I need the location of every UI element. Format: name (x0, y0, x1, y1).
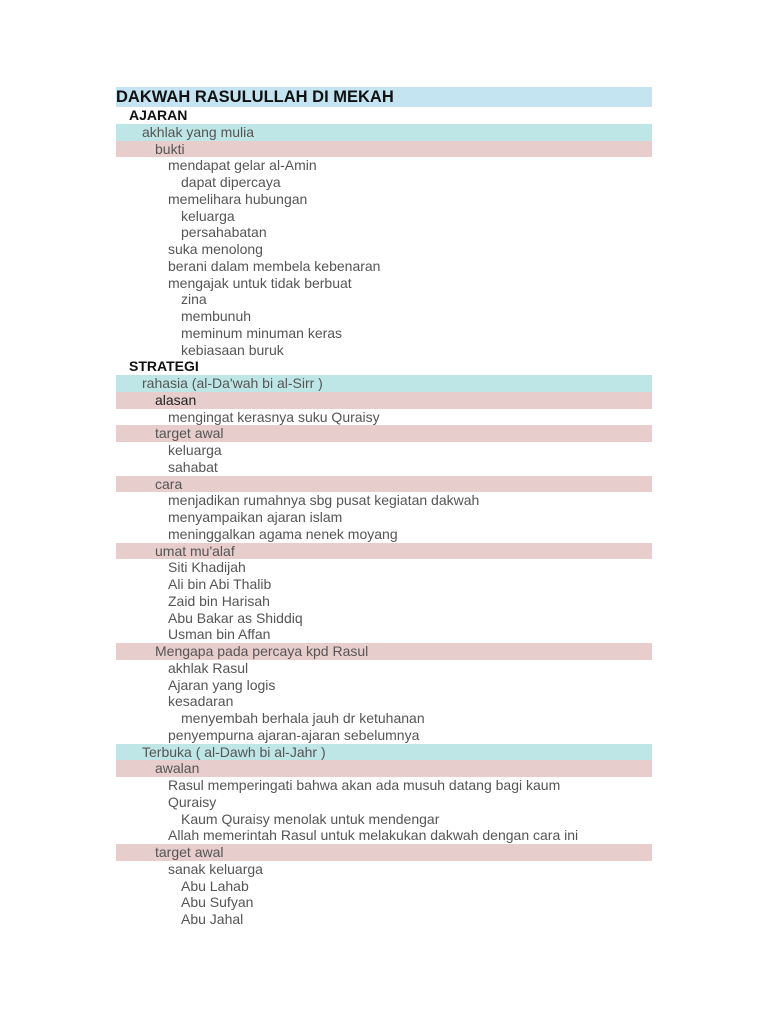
outline-heading: umat mu'alaf (116, 543, 652, 560)
outline-item: meminum minuman keras (181, 324, 343, 341)
outline-item: dapat dipercaya (181, 174, 281, 190)
outline-heading: Terbuka ( al-Dawh bi al-Jahr ) (116, 744, 652, 761)
outline-item: Abu Sufyan (181, 894, 254, 911)
outline-heading: target awal (116, 844, 652, 861)
outline-item: Zaid bin Harisah (168, 592, 270, 609)
outline-item: meninggalkan agama nenek moyang (168, 525, 398, 542)
outline-heading: cara (116, 476, 652, 493)
outline-item: kebiasaan buruk (181, 341, 284, 358)
outline (116, 87, 652, 928)
outline-item: membunuh (181, 308, 252, 324)
outline-item: berani dalam membela kebenaran (168, 257, 381, 274)
section-heading: AJARAN (129, 107, 188, 123)
outline-item: akhlak Rasul (168, 659, 249, 676)
outline-item: Siti Khadijah (168, 559, 246, 576)
outline-item: sahabat (168, 458, 218, 475)
document-title: DAKWAH RASULULLAH DI MEKAH (116, 87, 652, 107)
outline-item: sanak keluarga (168, 860, 263, 877)
outline-item: keluarga (181, 207, 235, 224)
outline-item: suka menolong (168, 241, 263, 257)
outline-item: Quraisy (168, 793, 217, 810)
outline-item: zina (181, 291, 207, 308)
outline-item: persahabatan (181, 224, 267, 241)
outline-heading: bukti (116, 141, 652, 158)
section-heading: STRATEGI (129, 358, 199, 375)
outline-item: penyempurna ajaran-ajaran sebelumnya (168, 726, 420, 743)
outline-heading: akhlak yang mulia (116, 124, 652, 141)
outline-heading: awalan (116, 760, 652, 777)
outline-item: keluarga (168, 442, 222, 458)
outline-item: menjadikan rumahnya sbg pusat kegiatan dakwah (168, 492, 480, 509)
outline-heading: rahasia (al-Da'wah bi al-Sirr ) (116, 375, 652, 392)
outline-item: Allah memerintah Rasul untuk melakukan dakwah dengan cara ini (168, 827, 579, 844)
outline-item: mendapat gelar al-Amin (168, 157, 317, 174)
outline-item: Usman bin Affan (168, 626, 271, 643)
outline-item: kesadaran (168, 693, 234, 710)
outline-item: menyampaikan ajaran islam (168, 509, 343, 525)
outline-item: Ali bin Abi Thalib (168, 576, 272, 592)
outline-item: mengingat kerasnya suku Quraisy (168, 408, 380, 425)
outline-item: Rasul memperingati bahwa akan ada musuh datang bagi kaum (168, 777, 561, 793)
outline-item: memelihara hubungan (168, 190, 308, 207)
outline-heading: Mengapa pada percaya kpd Rasul (116, 643, 652, 660)
outline-item: menyembah berhala jauh dr ketuhanan (181, 710, 425, 726)
outline-item: Abu Bakar as Shiddiq (168, 609, 303, 626)
outline-item: Abu Jahal (181, 911, 244, 927)
outline-heading: alasan (116, 392, 652, 409)
outline-heading: target awal (116, 425, 652, 442)
outline-item: Ajaran yang logis (168, 676, 276, 693)
outline-item: Kaum Quraisy menolak untuk mendengar (181, 810, 440, 827)
outline-item: Abu Lahab (181, 877, 249, 894)
outline-item: mengajak untuk tidak berbuat (168, 274, 352, 291)
